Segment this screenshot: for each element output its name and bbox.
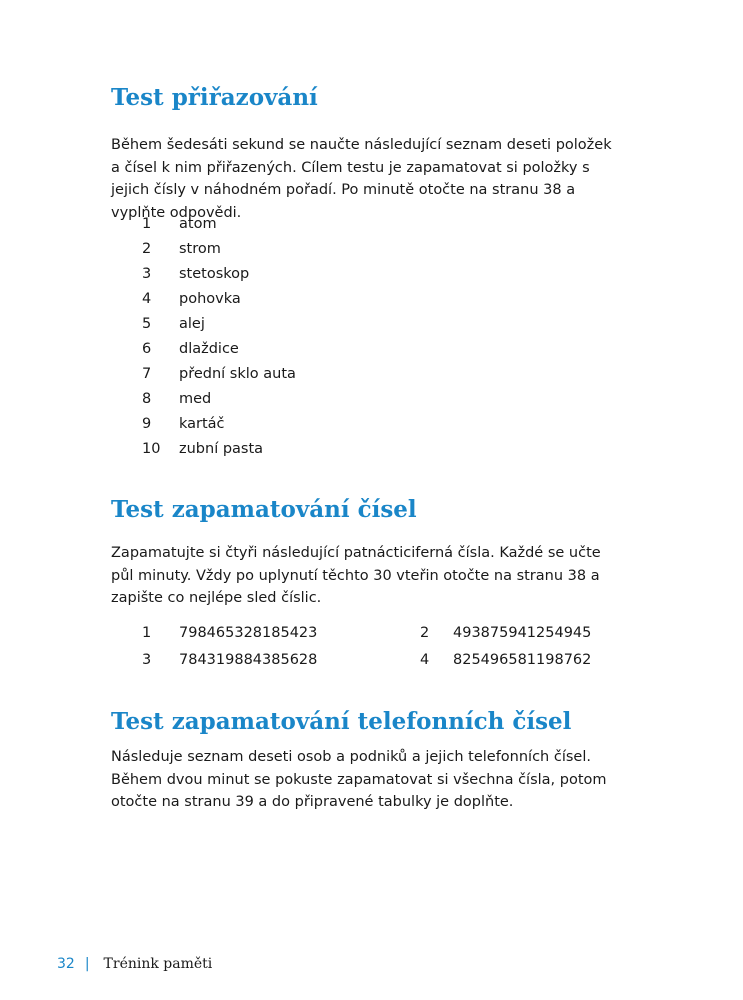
item-number: 4 bbox=[142, 291, 152, 307]
page-footer bbox=[57, 954, 212, 974]
item-label: zubní pasta bbox=[179, 441, 264, 457]
section-intro-phone-memory-test: Následuje seznam deseti osob a podniků a jejich telefonních čísel. Během dvou minut se pokuste zapamatovat si všechna čísla, potom otočte na stranu 39 a do připravené tabulky je doplňte. bbox=[111, 749, 607, 810]
item-label: dlaždice bbox=[179, 341, 239, 357]
item-number: 6 bbox=[142, 341, 152, 357]
number-row bbox=[142, 620, 602, 647]
list-item bbox=[142, 262, 296, 287]
item-label: atom bbox=[179, 216, 217, 232]
list-item bbox=[142, 312, 296, 337]
item-number: 8 bbox=[142, 391, 152, 407]
running-head: Trénink paměti bbox=[103, 956, 213, 972]
list-item bbox=[142, 437, 296, 462]
item-list bbox=[142, 212, 296, 462]
list-item bbox=[142, 337, 296, 362]
item-label: stetoskop bbox=[179, 266, 250, 282]
section-title-number-memory-test: Test zapamatování čísel bbox=[111, 496, 417, 523]
item-label: kartáč bbox=[179, 416, 225, 432]
section-intro-assignment-test: Během šedesáti sekund se naučte následující seznam deseti položek a čísel k nim přiřazených. Cílem testu je zapamatovat si položky s jejich čísly v náhodném pořadí. Po minutě otočte na stranu 38 a vyplňte odpovědi. bbox=[111, 137, 612, 221]
footer-separator: | bbox=[84, 956, 90, 972]
item-label: pohovka bbox=[179, 291, 241, 307]
number-value: 798465328185423 bbox=[179, 625, 318, 641]
section-title-phone-memory-test: Test zapamatování telefonních čísel bbox=[111, 708, 572, 735]
number-index: 4 bbox=[420, 652, 430, 668]
list-item bbox=[142, 412, 296, 437]
item-number: 10 bbox=[142, 441, 161, 457]
item-number: 3 bbox=[142, 266, 152, 282]
item-number: 7 bbox=[142, 366, 152, 382]
list-item bbox=[142, 287, 296, 312]
number-value: 825496581198762 bbox=[453, 652, 592, 668]
list-item bbox=[142, 212, 296, 237]
item-number: 9 bbox=[142, 416, 152, 432]
number-grid bbox=[142, 620, 602, 674]
list-item bbox=[142, 362, 296, 387]
section-intro-number-memory-test: Zapamatujte si čtyři následující patnácticiferná čísla. Každé se učte půl minuty. Vždy po uplynutí těchto 30 vteřin otočte na stranu 38 a zapište co nejlépe sled číslic. bbox=[111, 545, 601, 606]
number-value: 493875941254945 bbox=[453, 625, 592, 641]
item-number: 5 bbox=[142, 316, 152, 332]
number-index: 3 bbox=[142, 652, 152, 668]
page-number: 32 bbox=[57, 956, 75, 972]
list-item bbox=[142, 387, 296, 412]
number-index: 1 bbox=[142, 625, 152, 641]
item-number: 2 bbox=[142, 241, 152, 257]
section-title-assignment-test: Test přiřazování bbox=[111, 84, 318, 111]
item-label: med bbox=[179, 391, 212, 407]
number-row bbox=[142, 647, 602, 674]
number-value: 784319884385628 bbox=[179, 652, 318, 668]
item-label: přední sklo auta bbox=[179, 366, 296, 382]
item-label: alej bbox=[179, 316, 205, 332]
number-index: 2 bbox=[420, 625, 430, 641]
list-item bbox=[142, 237, 296, 262]
item-number: 1 bbox=[142, 216, 152, 232]
item-label: strom bbox=[179, 241, 221, 257]
